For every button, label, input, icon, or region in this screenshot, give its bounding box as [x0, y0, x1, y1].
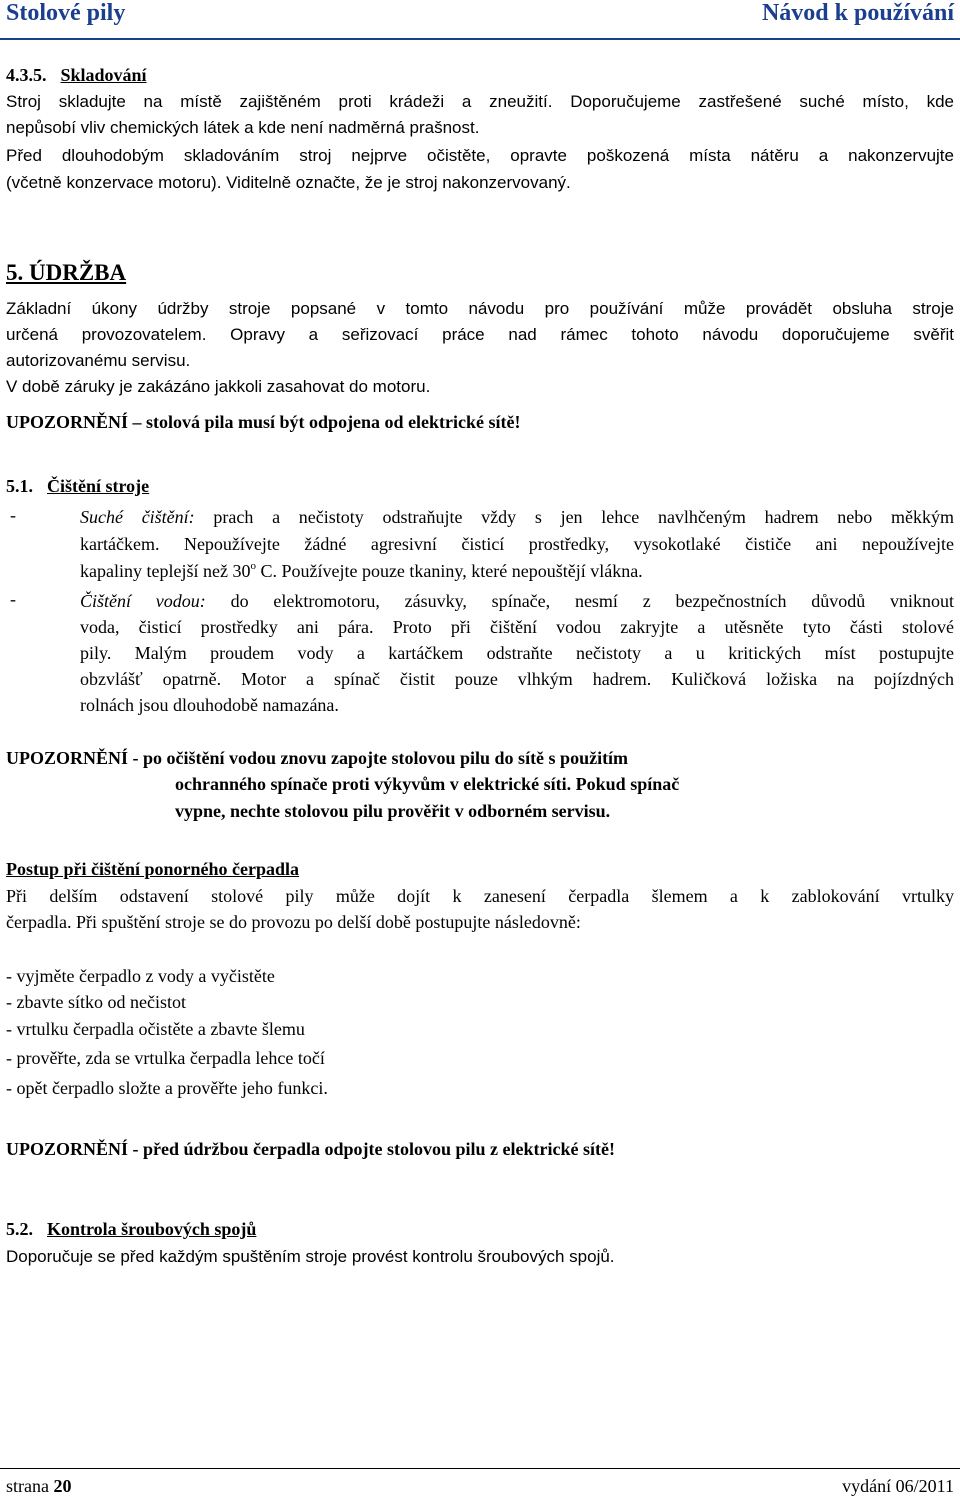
- paragraph-line: V době záruky je zakázáno jakkoli zasahovat do motoru.: [6, 377, 431, 396]
- warning-reconnect-line: vypne, nechte stolovou pilu prověřit v odborném servisu.: [175, 801, 611, 821]
- water-cleaning-line: pily. Malým proudem vody a kartáčkem odstraňte nečistoty a u kritických míst postupujte: [80, 643, 954, 663]
- pump-step: - zbavte sítko od nečistot: [6, 992, 186, 1012]
- warning-disconnect: UPOZORNĚNÍ – stolová pila musí být odpojena od elektrické sítě!: [6, 412, 521, 432]
- paragraph-line: Při delším odstavení stolové pily může dojít k zanesení čerpadla šlemem a k zablokování vrtulky: [6, 886, 954, 906]
- footer-rule: [0, 1468, 960, 1469]
- header-title: Stolové pily: [6, 0, 126, 26]
- list-dash: -: [10, 589, 16, 609]
- page-number: strana 20: [6, 1476, 72, 1496]
- section-heading-bolts: 5.2. Kontrola šroubových spojů: [6, 1219, 257, 1239]
- paragraph-line: nepůsobí vliv chemických látek a kde není nadměrná prašnost.: [6, 118, 480, 137]
- header-rule: [0, 38, 960, 40]
- dry-cleaning-line: kapaliny teplejší než 30$^o$ C. Používejte pouze tkaniny, které nepouštějí vlákna.: [80, 560, 643, 581]
- water-cleaning-line: voda, čisticí prostředky ani pára. Proto při čištění vodou zakryjte a utěsněte tyto části stolové: [80, 617, 954, 637]
- pump-step: - prověřte, zda se vrtulka čerpadla lehce točí: [6, 1048, 325, 1068]
- warning-reconnect-line: ochranného spínače proti výkyvům v elektrické síti. Pokud spínač: [175, 774, 680, 794]
- paragraph-line: Stroj skladujte na místě zajištěném proti krádeži a zneužití. Doporučujeme zastřešené suché místo, kde: [6, 92, 954, 111]
- paragraph-line: Doporučuje se před každým spuštěním stroje provést kontrolu šroubových spojů.: [6, 1247, 615, 1266]
- warning-pump: UPOZORNĚNÍ - před údržbou čerpadla odpojte stolovou pilu z elektrické sítě!: [6, 1139, 615, 1159]
- dry-cleaning-line: kartáčkem. Nepoužívejte žádné agresivní čisticí prostředky, vysokotlaké čističe ani nepoužívejte: [80, 534, 954, 554]
- pump-step: - vrtulku čerpadla očistěte a zbavte šlemu: [6, 1019, 305, 1039]
- paragraph-line: (včetně konzervace motoru). Viditelně označte, že je stroj nakonzervovaný.: [6, 173, 571, 192]
- pump-step: - opět čerpadlo složte a prověřte jeho funkci.: [6, 1078, 328, 1098]
- warning-reconnect: UPOZORNĚNÍ - po očištění vodou znovu zapojte stolovou pilu do sítě s použitím: [6, 748, 629, 768]
- water-cleaning-line: Čištění vodou: do elektromotoru, zásuvky, spínače, nesmí z bezpečnostních důvodů vniknout: [80, 591, 954, 611]
- paragraph-line: Před dlouhodobým skladováním stroj nejprve očistěte, opravte poškozená místa nátěru a nakonzervujte: [6, 146, 954, 165]
- edition-label: vydání 06/2011: [842, 1476, 954, 1496]
- section-heading-cleaning: 5.1. Čištění stroje: [6, 476, 150, 496]
- list-dash: -: [10, 505, 16, 525]
- water-cleaning-line: obzvlášť opatrně. Motor a spínač čistit pouze vlhkým hadrem. Kuličková ložiska na pojízdných: [80, 669, 954, 689]
- pump-cleaning-heading: Postup při čištění ponorného čerpadla: [6, 859, 300, 879]
- water-cleaning-line: rolnách jsou dlouhodobě namazána.: [80, 695, 339, 715]
- section-heading-storage: 4.3.5. Skladování: [6, 65, 147, 85]
- paragraph-line: určená provozovatelem. Opravy a seřizovací práce nad rámec tohoto návodu doporučujeme svěřit: [6, 325, 954, 344]
- page-header: [0, 0, 960, 42]
- paragraph-line: Základní úkony údržby stroje popsané v tomto návodu pro používání může provádět obsluha stroje: [6, 299, 954, 318]
- paragraph-line: čerpadla. Při spuštění stroje se do provozu po delší době postupujte následovně:: [6, 912, 581, 932]
- chapter-title-maintenance: 5. ÚDRŽBA: [6, 260, 127, 285]
- header-manual-label: Návod k používání: [761, 0, 954, 26]
- paragraph-line: autorizovanému servisu.: [6, 351, 191, 370]
- dry-cleaning-line: Suché čištění: prach a nečistoty odstraňujte vždy s jen lehce navlhčeným hadrem nebo měkkým: [80, 507, 954, 527]
- pump-step: - vyjměte čerpadlo z vody a vyčistěte: [6, 966, 275, 986]
